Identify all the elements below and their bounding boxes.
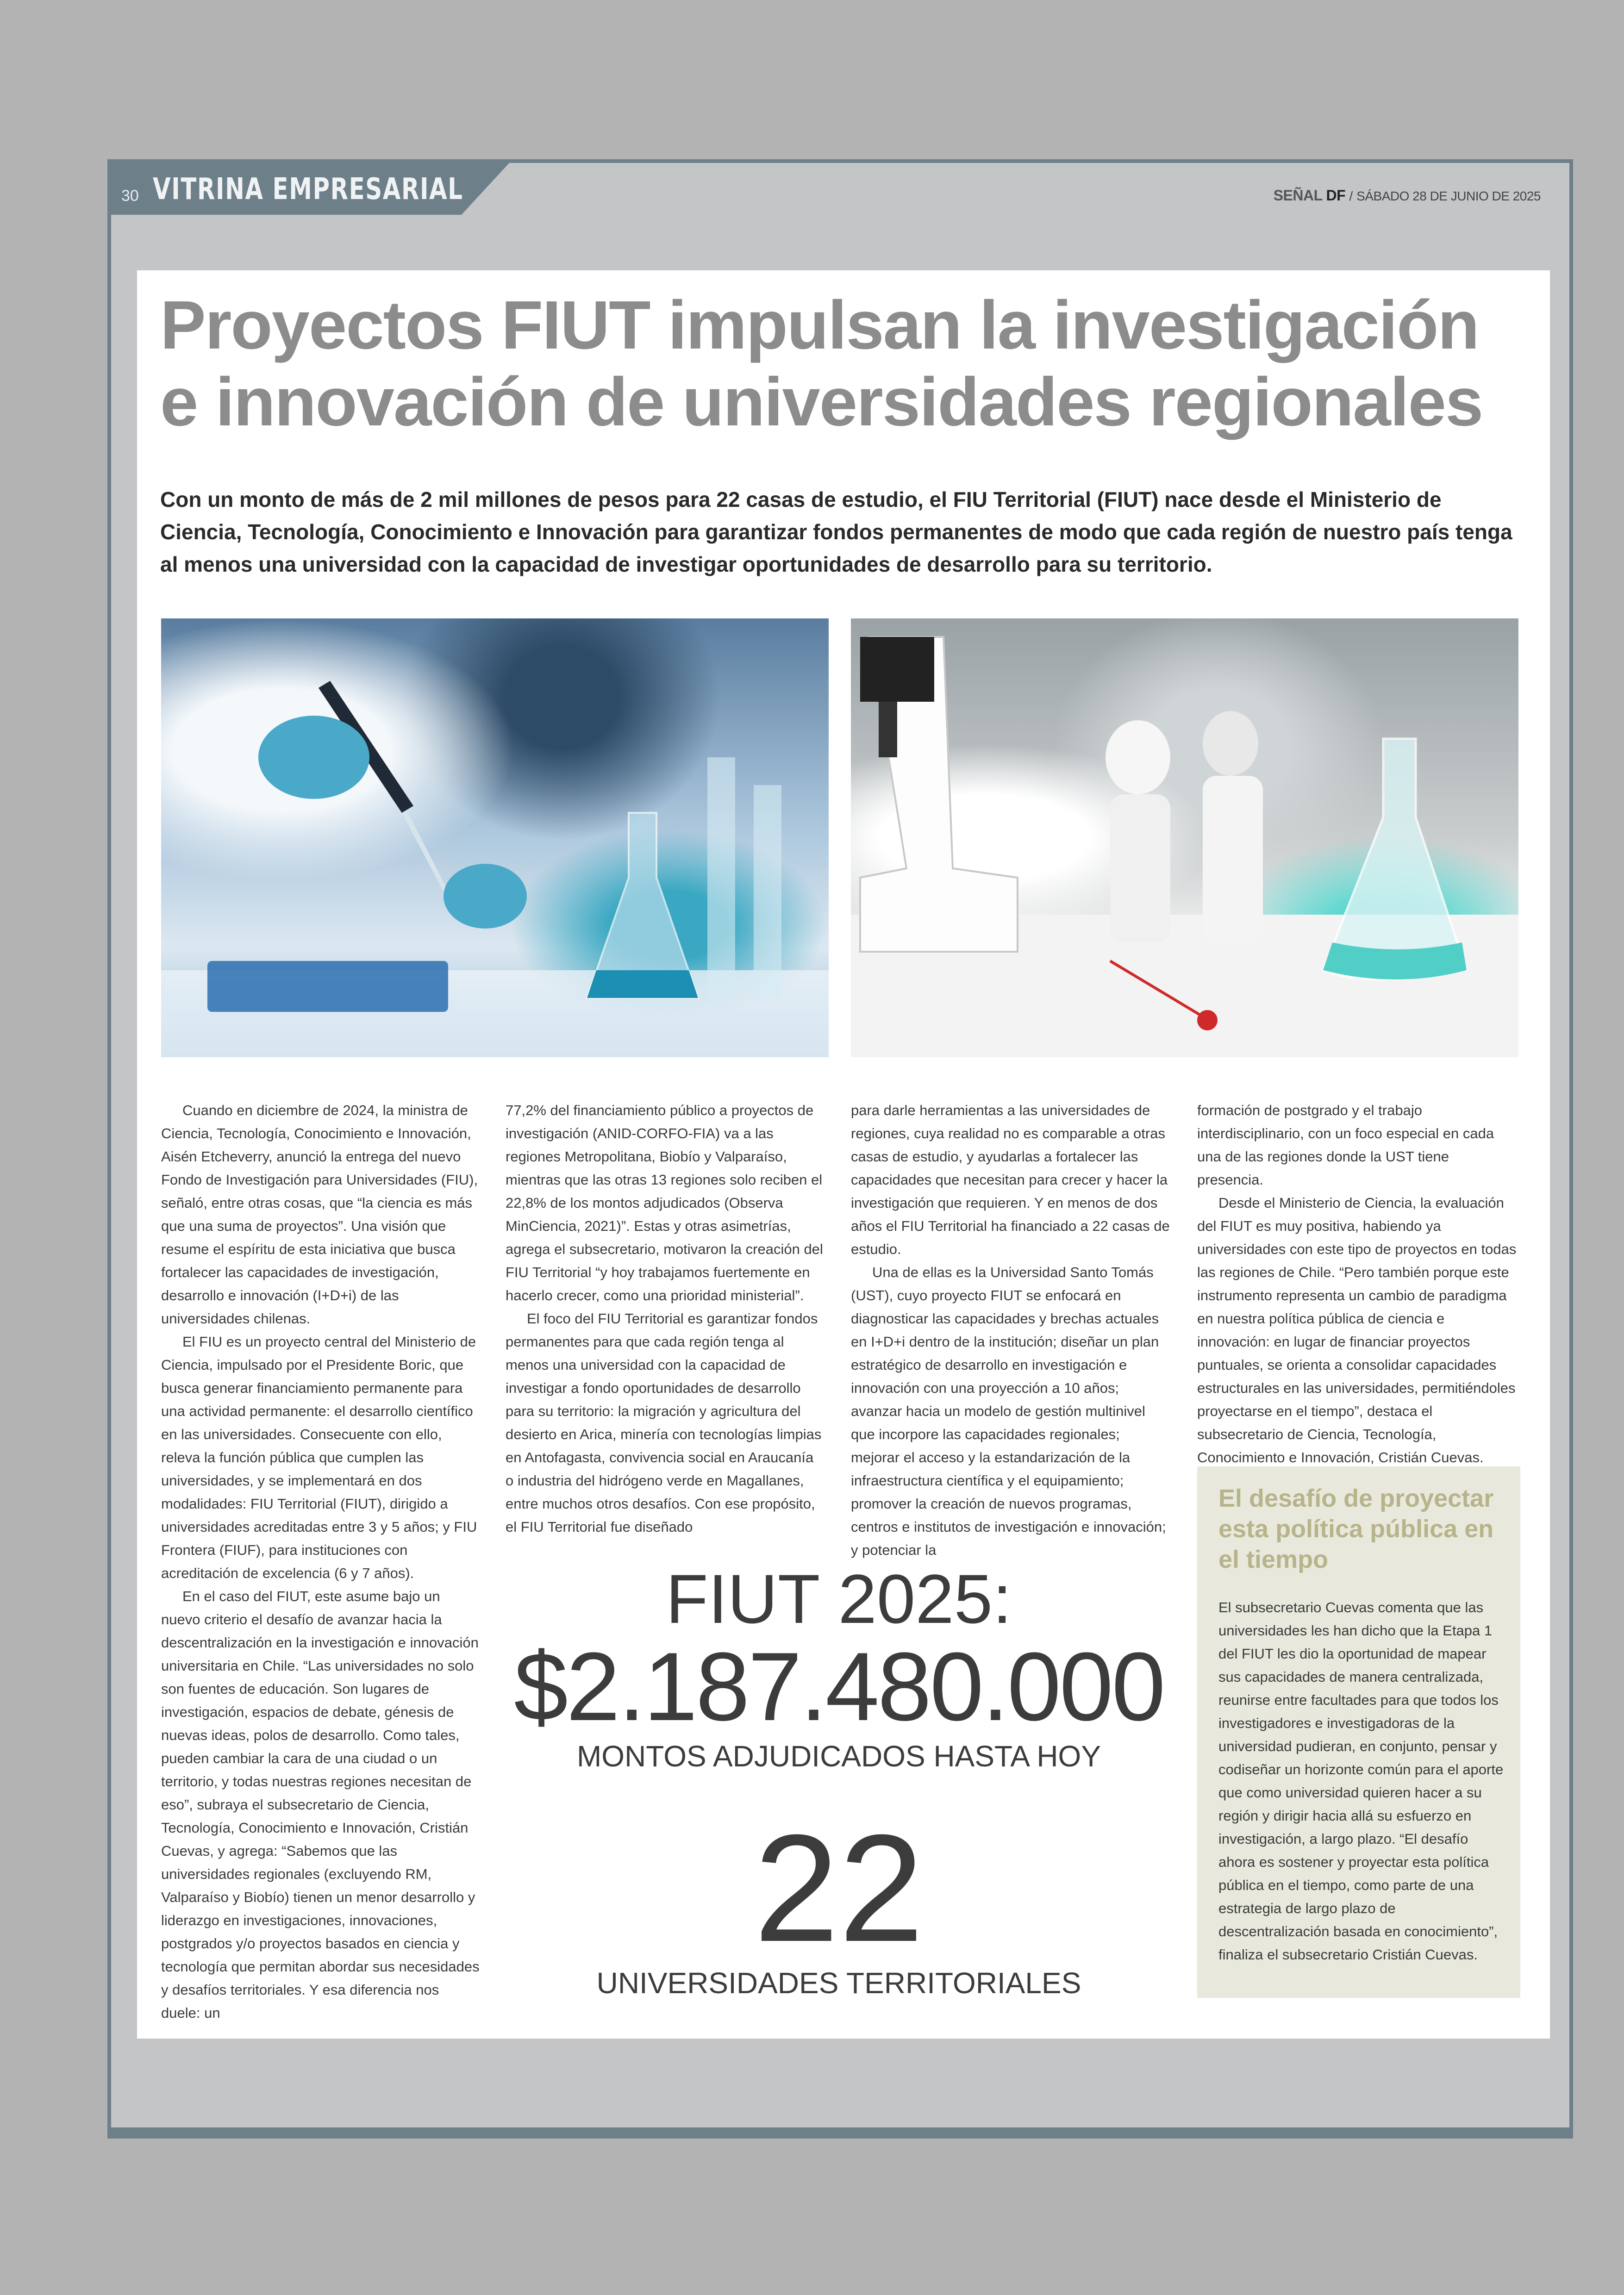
- paragraph: formación de postgrado y el trabajo interdisciplinario, con un foco especial en cada una de las regiones donde la UST tiene presencia.: [1197, 1102, 1494, 1188]
- awarded-amount-label: MONTOS ADJUDICADOS HASTA HOY: [576, 1740, 1101, 1773]
- paragraph: para darle herramientas a las universidades de regiones, cuya realidad no es comparable a otras casas de estudio, y ayudarlas a fortalecer las capacidades que necesitan para crecer y hacer la investigación que requieren. Y en menos de dos años el FIU Territorial ha financiado a 22 casas de estudio.: [851, 1102, 1170, 1257]
- university-count-label: UNIVERSIDADES TERRITORIALES: [596, 1966, 1081, 2000]
- paragraph: Una de ellas es la Universidad Santo Tomás (UST), cuyo proyecto FIUT se enfocará en diagnosticar las capacidades y brechas actuales en I+D+i dentro de la institución; diseñar un plan estratégico de desarrollo en investigación e innovación con una proyección a 10 años; avanzar hacia un modelo de gestión multinivel que incorpore las capacidades regionales; mejorar el acceso y la estandarización de la infraestructura científica y el equipamiento; promover la creación de nuevos programas, centros e institutos de investigación e innovación; y potenciar la: [851, 1264, 1166, 1558]
- publication-brand: DF: [1326, 187, 1346, 204]
- key-figures: [506, 1562, 1172, 2002]
- lead-paragraph: Con un monto de más de 2 mil millones de pesos para 22 casas de estudio, el FIU Territorial (FIUT) nace desde el Ministerio de Ciencia, Tecnología, Conocimiento e Innovación para garantizar fondos permanentes de modo que cada región de nuestro país tenga al menos una universidad con la capacidad de investigar oportunidades de desarrollo para su territorio.: [160, 487, 1512, 576]
- body-column-3: [851, 1099, 1170, 1562]
- publication-prefix: SEÑAL: [1273, 187, 1323, 204]
- issue-date: SÁBADO 28 DE JUNIO DE 2025: [1356, 189, 1541, 203]
- paragraph: El FIU es un proyecto central del Ministerio de Ciencia, impulsado por el Presidente Boric, que busca generar financiamiento permanente para una actividad permanente: el desarrollo científico en las universidades. Consecuente con ello, releva la función pública que cumplen las universidades, y se implementará en dos modalidades: FIU Territorial (FIUT), dirigido a universidades acreditadas entre 3 y 5 años; y FIU Frontera (FIUF), para instituciones con acreditación de excelencia (6 y 7 años).: [161, 1334, 477, 1581]
- section-name: VITRINA EMPRESARIAL: [153, 172, 463, 206]
- lab-microscope-photo: [851, 618, 1518, 1057]
- headline: [160, 287, 1530, 441]
- publication-line: [1274, 187, 1541, 204]
- bottom-rule: [107, 2127, 1573, 2139]
- paragraph: En el caso del FIUT, este asume bajo un nuevo criterio el desafío de avanzar hacia la descentralización en la investigación e innovación universitaria en Chile. “Las universidades no solo son fuentes de educación. Son lugares de investigación, espacios de debate, génesis de nuevas ideas, polos de desarrollo. Como tales, pueden cambiar la cara de una ciudad o un territorio, y todas nuestras regiones necesitan de eso”, subraya el subsecretario de Ciencia, Tecnología, Conocimiento e Innovación, Cristián Cuevas, y agrega: “Sabemos que las universidades regionales (excluyendo RM, Valparaíso y Biobío) tienen un menor desarrollo y liderazgo en investigaciones, innovaciones, postgrados y/o proyectos basados en ciencia y tecnología que permitan abordar sus necesidades y desafíos territoriales. Y esa diferencia nos duele: un: [161, 1588, 480, 2021]
- headline-line-2: e innovación de universidades regionales: [160, 364, 1483, 440]
- headline-line-1: Proyectos FIUT impulsan la investigación: [160, 287, 1479, 363]
- page-number: 30: [121, 187, 139, 205]
- paragraph: Cuando en diciembre de 2024, la ministra de Ciencia, Tecnología, Conocimiento e Innovación, Aisén Etcheverry, anunció la entrega del nuevo Fondo de Investigación para Universidades (FIU), señaló, entre otras cosas, que “la ciencia es más que una suma de proyectos”. Una visión que resume el espíritu de esta iniciativa que busca fortalecer las capacidades de investigación, desarrollo e innovación (I+D+i) de las universidades chilenas.: [161, 1102, 478, 1327]
- lab-microscope-illustration: [851, 618, 1518, 1057]
- article-panel: [137, 270, 1550, 2039]
- paragraph: El foco del FIU Territorial es garantizar fondos permanentes para que cada región tenga al menos una universidad con la capacidad de investigar a fondo oportunidades de desarrollo para su territorio: la migración y agricultura del desierto en Arica, minería con tecnologías limpias en Antofagasta, convivencia social en Araucanía o industria del hidrógeno verde en Magallanes, entre muchos otros desafíos. Con ese propósito, el FIU Territorial fue diseñado: [506, 1310, 822, 1535]
- lab-pipette-photo: [161, 618, 829, 1057]
- awarded-amount: $2.187.480.000: [514, 1632, 1164, 1741]
- body-column-2: [506, 1099, 825, 1539]
- paragraph: 77,2% del financiamiento público a proyectos de investigación (ANID-CORFO-FIA) va a las regiones Metropolitana, Biobío y Valparaíso, mientras que las otras 13 regiones solo reciben el 22,8% de los montos adjudicados (Observa MinCiencia, 2021)”. Estas y otras asimetrías, agrega el subsecretario, motivaron la creación del FIU Territorial “y hoy trabajamos fuertemente en hacerlo crecer, como una prioridad ministerial”.: [506, 1102, 823, 1303]
- paragraph: Desde el Ministerio de Ciencia, la evaluación del FIUT es muy positiva, habiendo ya universidades con este tipo de proyectos en todas las regiones de Chile. “Pero también porque este instrumento representa un cambio de paradigma en nuestra política pública de ciencia e innovación: en lugar de financiar proyectos puntuales, se orienta a consolidar capacidades estructurales en las universidades, permitiéndoles proyectarse en el tiempo”, destaca el subsecretario de Ciencia, Tecnología, Conocimiento e Innovación, Cristián Cuevas.: [1197, 1195, 1517, 1466]
- body-column-4: [1197, 1099, 1517, 1469]
- lab-pipette-illustration: [161, 618, 829, 1057]
- figures-title: FIUT 2025:: [666, 1560, 1012, 1638]
- university-count: 22: [754, 1802, 924, 1973]
- top-rule: [107, 159, 1573, 163]
- separator: /: [1349, 189, 1353, 203]
- sidebar-title: El desafío de proyectar esta política pública en el tiempo: [1218, 1484, 1494, 1573]
- body-column-1: [161, 1099, 481, 2025]
- sidebar-box: [1197, 1466, 1520, 1998]
- sidebar-body: El subsecretario Cuevas comenta que las universidades les han dicho que la Etapa 1 del FIUT les dio la oportunidad de mapear sus capacidades de manera centralizada, reunirse entre facultades para que todos los investigadores e investigadoras de la universidad pudieran, en conjunto, pensar y codiseñar un horizonte común para el aporte que como universidad quieren hacer a su región y dirigir hacia allá su esfuerzo en investigación, a largo plazo. “El desafío ahora es sostener y proyectar esta política pública en el tiempo, como parte de una estrategia de largo plazo de descentralización basada en conocimiento”, finaliza el subsecretario Cristián Cuevas.: [1218, 1599, 1504, 1963]
